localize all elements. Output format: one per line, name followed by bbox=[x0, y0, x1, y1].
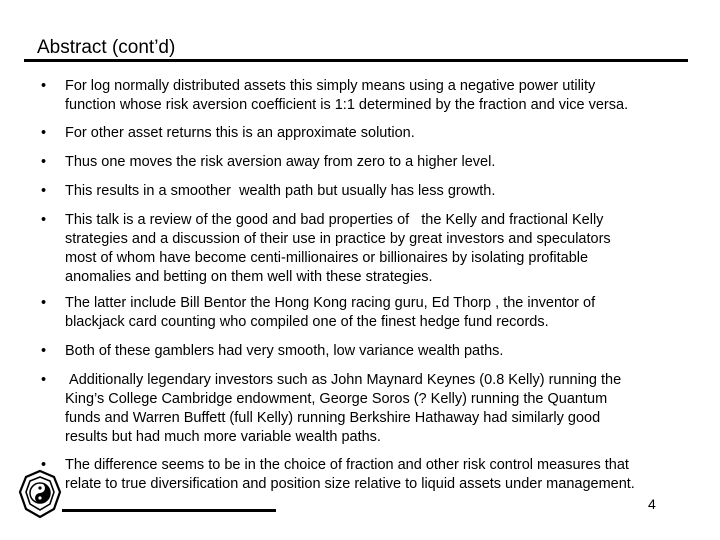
bullet-line: This results in a smoother wealth path but usually has less growth. bbox=[65, 183, 496, 199]
bullet-line: This talk is a review of the good and bad properties of the Kelly and fractional Kelly bbox=[65, 212, 604, 228]
bullet-marker: • bbox=[41, 183, 47, 199]
bullet-line: Both of these gamblers had very smooth, low variance wealth paths. bbox=[65, 343, 504, 359]
bullet-line: most of whom have become centi-millionaires or billionaires by isolating profitable bbox=[65, 250, 589, 266]
bullet-line: relate to true diversification and position size relative to liquid assets under management. bbox=[65, 476, 635, 492]
page-number: 4 bbox=[648, 496, 656, 512]
bullet-line: funds and Warren Buffett (full Kelly) running Berkshire Hathaway had similarly good bbox=[65, 410, 601, 426]
bullet-line: anomalies and betting on them well with these strategies. bbox=[65, 269, 433, 285]
slide-title: Abstract (cont’d) bbox=[37, 37, 176, 58]
bullet-marker: • bbox=[41, 343, 47, 359]
bullet-line: The latter include Bill Bentor the Hong Kong racing guru, Ed Thorp , the inventor of bbox=[65, 295, 596, 311]
bullet-line: results but had much more variable wealth paths. bbox=[65, 429, 381, 445]
bullet-line: Additionally legendary investors such as John Maynard Keynes (0.8 Kelly) running the bbox=[65, 372, 622, 388]
bullet-line: For other asset returns this is an approximate solution. bbox=[65, 125, 415, 141]
bullet-marker: • bbox=[41, 212, 47, 228]
bullet-marker: • bbox=[41, 125, 47, 141]
footer-rule bbox=[62, 509, 276, 512]
bullet-marker: • bbox=[41, 154, 47, 170]
bullet-line: For log normally distributed assets this simply means using a negative power utility bbox=[65, 78, 596, 94]
bullet-line: The difference seems to be in the choice of fraction and other risk control measures that bbox=[65, 457, 629, 473]
bullet-line: Thus one moves the risk aversion away from zero to a higher level. bbox=[65, 154, 496, 170]
bullet-line: King’s College Cambridge endowment, George Soros (? Kelly) running the Quantum bbox=[65, 391, 608, 407]
bullet-marker: • bbox=[41, 457, 47, 473]
bullet-marker: • bbox=[41, 78, 47, 94]
bullet-line: blackjack card counting who compiled one of the finest hedge fund records. bbox=[65, 314, 549, 330]
bullet-line: function whose risk aversion coefficient is 1:1 determined by the fraction and vice versa. bbox=[65, 97, 629, 113]
bagua-yin-yang-icon bbox=[18, 468, 62, 522]
bullet-line: strategies and a discussion of their use in practice by great investors and speculators bbox=[65, 231, 611, 247]
bullet-marker: • bbox=[41, 295, 47, 311]
bullet-marker: • bbox=[41, 372, 47, 388]
